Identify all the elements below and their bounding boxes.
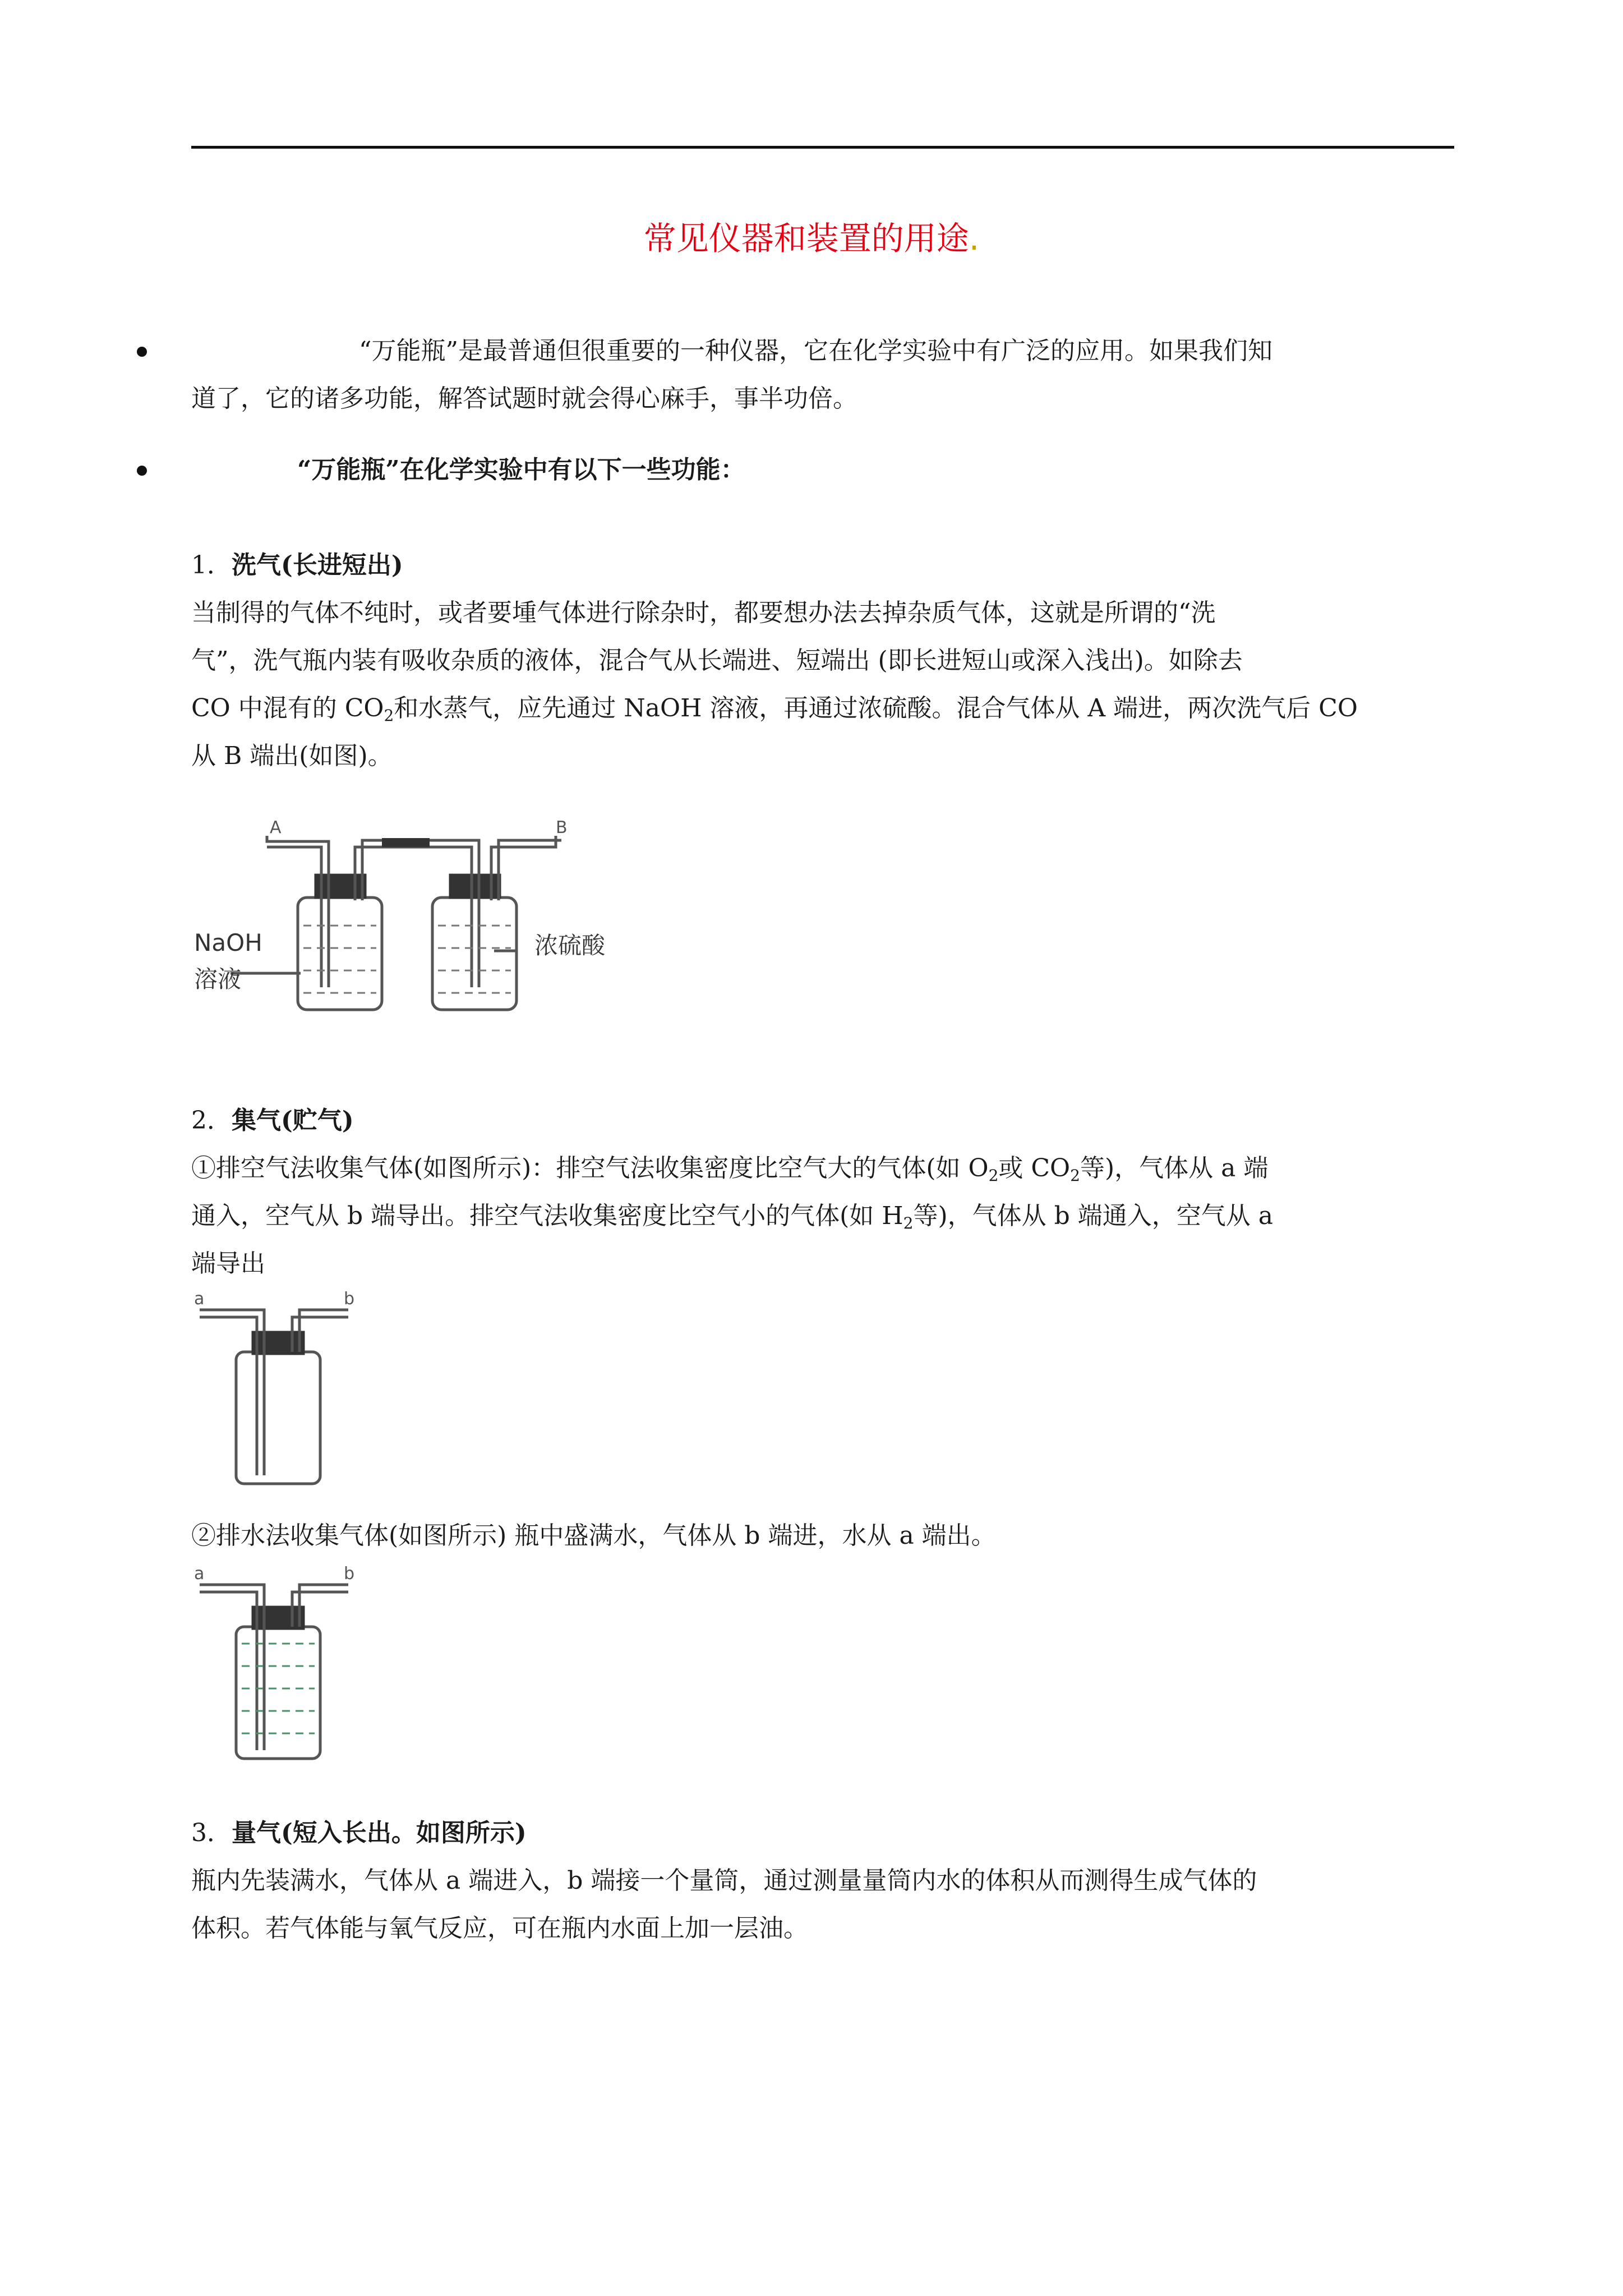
section3-heading: 3．量气(短入长出。如图所示) bbox=[191, 1819, 527, 1847]
page-title: 常见仪器和装置的用途. bbox=[643, 219, 980, 257]
section2-line-2: 通入，空气从 b 端导出。排空气法收集密度比空气小的气体(如 $H_2$等)，气体从 b 端通入，空气从 a bbox=[191, 1202, 1274, 1232]
label-a: a bbox=[194, 1564, 205, 1584]
section3-line-2: 体积。若气体能与氧气反应，可在瓶内水面上加一层油。 bbox=[191, 1914, 808, 1943]
wash-bottles-figure bbox=[191, 802, 640, 1027]
header-rule bbox=[191, 146, 1454, 149]
label-naoh-solution: 溶液 bbox=[194, 965, 242, 993]
section1-heading: 1．洗气(长进短出) bbox=[191, 551, 403, 579]
bullet-marker bbox=[137, 466, 147, 476]
bullet-marker bbox=[137, 347, 147, 357]
rubber-connector bbox=[382, 838, 430, 847]
label-a: a bbox=[194, 1289, 205, 1309]
section1-line-2: 气”，洗气瓶内装有吸收杂质的液体，混合气从长端进、短端出 (即长进短山或深入浅出)。如除去 bbox=[191, 646, 1243, 675]
section1-body bbox=[191, 589, 1481, 780]
water-collection-bottle-figure bbox=[191, 1559, 371, 1767]
section1-line-1: 当制得的气体不纯时，或者要堹气体进行除杂时，都要想办法去掉杂质气体，这就是所谓的“洗 bbox=[191, 599, 1216, 627]
section2-body bbox=[191, 1144, 1481, 1287]
section1-line-4: 从 B 端出(如图)。 bbox=[191, 742, 393, 770]
label-b: b bbox=[344, 1289, 355, 1309]
label-b: B bbox=[556, 818, 568, 838]
section2-line-3: 端导出 bbox=[191, 1249, 265, 1278]
air-collection-bottle-figure bbox=[191, 1285, 371, 1492]
section3-body bbox=[191, 1857, 1481, 1952]
intro-line-1: “万能瓶”是最普通但很重要的一种仪器，它在化学实验中有广泛的应用。如果我们知 bbox=[359, 337, 1272, 365]
label-a: A bbox=[270, 818, 282, 838]
section2-water-method: ②排水法收集气体(如图所示) 瓶中盛满水，气体从 b 端进，水从 a 端出。 bbox=[191, 1521, 996, 1550]
section2-line-1: ①排空气法收集气体(如图所示)：排空气法收集密度比空气大的气体(如 $O_2$或 $CO_2$等)，气体从 a 端 bbox=[191, 1154, 1269, 1185]
title-dot: . bbox=[969, 219, 980, 257]
label-b: b bbox=[344, 1564, 355, 1584]
label-naoh: NaOH bbox=[194, 929, 262, 956]
intro-line-2: 道了，它的诸多功能，解答试题时就会得心麻手，事半功倍。 bbox=[191, 384, 857, 413]
label-sulfuric-acid: 浓硫酸 bbox=[534, 932, 606, 959]
section1-line-3: CO 中混有的 $CO_2$和水蒸气，应先通过 NaOH 溶液，再通过浓硫酸。混合气体从 A 端进，两次洗气后 CO bbox=[191, 694, 1358, 725]
section3-line-1: 瓶内先装满水，气体从 a 端进入，b 端接一个量筒，通过测量量筒内水的体积从而测得生成气体的 bbox=[191, 1866, 1257, 1895]
functions-heading: “万能瓶”在化学实验中有以下一些功能： bbox=[297, 455, 745, 484]
section2-heading: 2．集气(贮气) bbox=[191, 1106, 354, 1135]
